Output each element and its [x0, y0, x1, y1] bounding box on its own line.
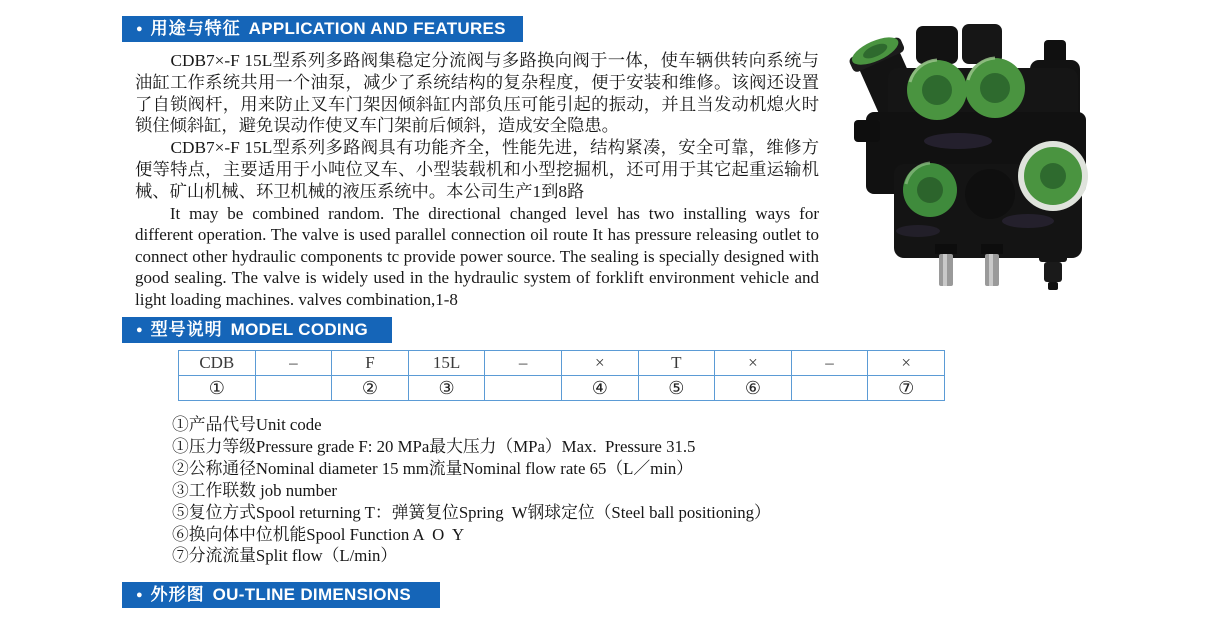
valve-top-cap [916, 26, 958, 64]
note-line: ⑦分流流量Split flow（L/min） [172, 546, 398, 566]
index-cell [791, 376, 868, 401]
code-cell: – [255, 351, 332, 376]
note-line: ⑤复位方式Spool returning T：弹簧复位Spring W钢球定位（Steel ball positioning） [172, 502, 771, 522]
section-title-en: MODEL CODING [230, 320, 369, 339]
index-cell: ⑤ [638, 376, 715, 401]
code-cell: 15L [408, 351, 485, 376]
index-cell: ③ [408, 376, 485, 401]
green-port [907, 60, 967, 120]
code-cell: × [715, 351, 792, 376]
green-port [965, 58, 1025, 118]
side-boss [854, 120, 880, 142]
section-title-en: OU-TLINE DIMENSIONS [212, 585, 412, 604]
note-line: ②公称通径Nominal diameter 15 mm流量Nominal flow rate 65（L／min） [172, 458, 694, 478]
green-port [903, 163, 957, 217]
index-cell: ④ [561, 376, 638, 401]
green-port-large [1018, 141, 1088, 211]
index-cell: ⑦ [868, 376, 945, 401]
bullet-icon: ● [136, 589, 143, 601]
section-title-en: APPLICATION AND FEATURES [248, 19, 506, 38]
adjuster-stem [1039, 248, 1067, 290]
product-photo-valve [838, 16, 1108, 292]
spool-rod [981, 244, 1003, 286]
spool-rod [935, 244, 957, 286]
section-title-cn: 用途与特征 [150, 19, 241, 38]
code-cell: – [791, 351, 868, 376]
valve-top-cap [962, 24, 1002, 64]
section-title-cn: 型号说明 [150, 320, 223, 339]
model-coding-table [178, 350, 945, 401]
code-cell: × [561, 351, 638, 376]
note-line: ①产品代号Unit code [172, 415, 322, 434]
model-code-segments-row [179, 351, 945, 376]
center-boss [965, 169, 1015, 219]
index-cell: ② [332, 376, 409, 401]
index-cell: ⑥ [715, 376, 792, 401]
paragraph-en: It may be combined random. The directional changed level has two installing ways for different operation. The valve is used parallel connection oil route It has pressure releasing outlet to connect other hydraulic components tc provide power source. The sealing is specially designed with good sealing. The valve is widely used in the hydraulic system of forklift environment vehicle and light loading machines. valves combination,1-8 [135, 203, 819, 309]
note-line: ⑥换向体中位机能Spool Function A O Y [172, 524, 465, 544]
section-header-outline-dimensions [122, 582, 440, 608]
paragraph-cn-1: CDB7×-F 15L型系列多路阀集稳定分流阀与多路换向阀于一体，使车辆供转向系统与油缸工作系统共用一个油泵，减少了系统结构的复杂程度，便于安装和维修。该阀还设置了自锁阀杆，用来防止叉车门架因倾斜缸内部负压可能引起的振动，并且当发动机熄火时锁住倾斜缸，避免误动作使叉车门架前后倾斜，造成安全隐患。 [135, 51, 819, 136]
section-title-cn: 外形图 [150, 585, 205, 604]
code-cell: × [868, 351, 945, 376]
code-cell: CDB [179, 351, 256, 376]
bullet-icon: ● [136, 324, 143, 336]
feature-text-column [135, 50, 819, 311]
section-header-application-features [122, 16, 523, 42]
model-code-index-row [179, 376, 945, 401]
code-cell: – [485, 351, 562, 376]
model-coding-notes [172, 414, 852, 567]
note-line: ①压力等级Pressure grade F: 20 MPa最大压力（MPa）Max. Pressure 31.5 [172, 436, 696, 456]
index-cell [485, 376, 562, 401]
paragraph-cn-2: CDB7×-F 15L型系列多路阀具有功能齐全，性能先进，结构紧凑，安全可靠，维修方便等特点，主要适用于小吨位叉车、小型装载机和小型挖掘机，还可用于其它起重运输机械、矿山机械、环卫机械的液压系统中。本公司生产1到8路 [135, 138, 819, 201]
index-cell: ① [179, 376, 256, 401]
index-cell [255, 376, 332, 401]
section-header-model-coding [122, 317, 392, 343]
code-cell: T [638, 351, 715, 376]
bullet-icon: ● [136, 23, 143, 35]
note-line: ③工作联数 job number [172, 480, 338, 500]
code-cell: F [332, 351, 409, 376]
